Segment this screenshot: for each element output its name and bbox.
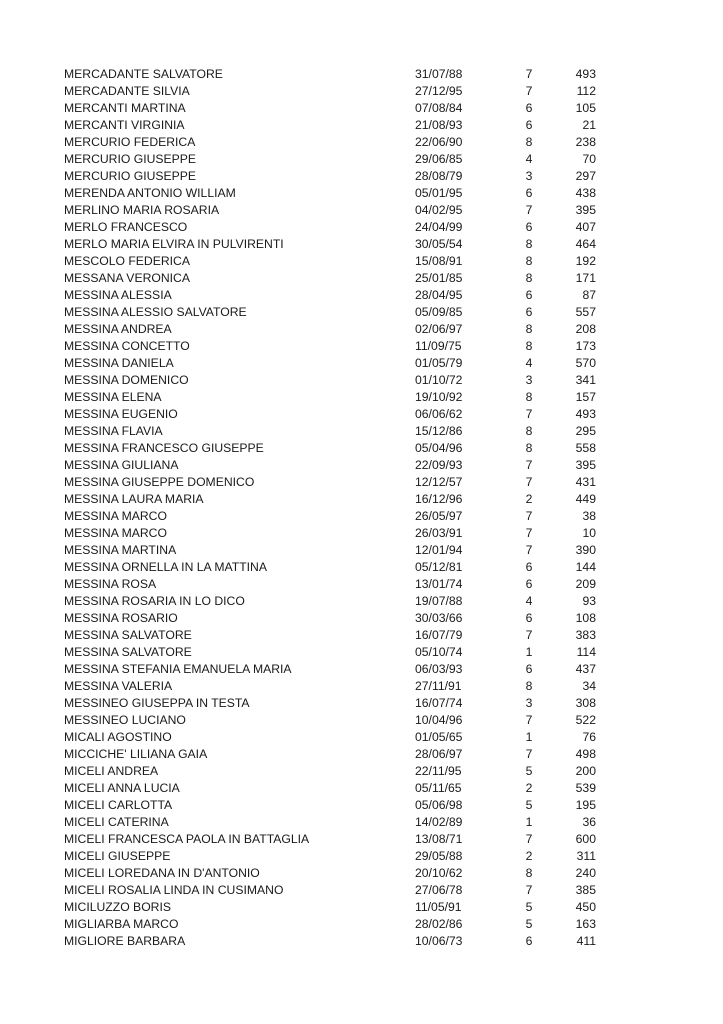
birth-date: 29/06/85 [415,152,463,166]
number-value: 570 [575,356,596,370]
person-name: MESSINA SALVATORE [64,628,192,642]
class-value: 2 [525,849,533,863]
person-name: MIGLIARBA MARCO [64,917,179,931]
class-value: 6 [525,288,533,302]
number-value: 600 [575,832,596,846]
number-value: 558 [575,441,596,455]
number-value: 93 [582,594,596,608]
birth-date: 19/10/92 [415,390,463,404]
birth-date: 27/11/91 [415,679,462,693]
list-row [0,202,723,219]
person-name: MESSINA LAURA MARIA [64,492,204,506]
person-name: MERCURIO GIUSEPPE [64,169,197,183]
birth-date: 05/12/81 [415,560,463,574]
number-value: 407 [575,220,596,234]
number-value: 411 [576,934,596,948]
birth-date: 28/04/95 [415,288,463,302]
person-name: MICELI ANNA LUCIA [64,781,180,795]
number-value: 105 [575,101,596,115]
person-name: MESSINEO LUCIANO [64,713,186,727]
number-value: 76 [582,730,596,744]
number-value: 112 [576,84,596,98]
person-name: MESSINA ROSARIA IN LO DICO [64,594,245,608]
class-value: 6 [525,577,533,591]
person-name: MICCICHE' LILIANA GAIA [64,747,208,761]
class-value: 6 [525,220,533,234]
list-row [0,593,723,610]
number-value: 498 [575,747,596,761]
number-value: 311 [576,849,596,863]
list-row [0,168,723,185]
class-value: 7 [525,747,533,761]
birth-date: 25/01/85 [415,271,463,285]
class-value: 7 [525,713,533,727]
number-value: 383 [575,628,596,642]
person-name: MESSINA GIULIANA [64,458,179,472]
person-name: MERCADANTE SALVATORE [64,67,223,81]
person-name: MERLO MARIA ELVIRA IN PULVIRENTI [64,237,284,251]
class-value: 5 [525,798,533,812]
person-name: MESSINEO GIUSEPPA IN TESTA [64,696,250,710]
number-value: 87 [582,288,596,302]
list-row [0,542,723,559]
birth-date: 05/11/65 [415,781,462,795]
person-name: MICELI CARLOTTA [64,798,173,812]
birth-date: 12/12/57 [415,475,463,489]
list-row [0,899,723,916]
class-value: 7 [525,543,533,557]
list-row [0,678,723,695]
list-row [0,236,723,253]
class-value: 1 [525,815,533,829]
class-value: 6 [525,305,533,319]
list-row [0,321,723,338]
number-value: 297 [575,169,596,183]
list-row [0,882,723,899]
list-row [0,185,723,202]
birth-date: 11/05/91 [415,900,462,914]
class-value: 1 [525,645,533,659]
list-row [0,338,723,355]
list-row [0,933,723,950]
person-name: MESCOLO FEDERICA [64,254,190,268]
number-value: 144 [575,560,596,574]
birth-date: 15/12/86 [415,424,463,438]
birth-date: 01/10/72 [415,373,463,387]
number-value: 38 [582,509,596,523]
class-value: 6 [525,186,533,200]
list-row [0,406,723,423]
birth-date: 27/12/95 [415,84,463,98]
person-name: MESSINA ROSA [64,577,157,591]
person-name: MESSINA EUGENIO [64,407,178,421]
number-value: 192 [575,254,596,268]
birth-date: 05/09/85 [415,305,463,319]
person-name: MIGLIORE BARBARA [64,934,186,948]
person-name: MESSANA VERONICA [64,271,190,285]
person-name: MESSINA DOMENICO [64,373,189,387]
number-value: 493 [575,67,596,81]
number-value: 437 [575,662,596,676]
person-name: MICELI FRANCESCA PAOLA IN BATTAGLIA [64,832,310,846]
class-value: 7 [525,526,533,540]
class-value: 3 [525,169,533,183]
person-name: MERENDA ANTONIO WILLIAM [64,186,236,200]
list-row [0,576,723,593]
birth-date: 28/08/79 [415,169,463,183]
person-name: MERCADANTE SILVIA [64,84,190,98]
class-value: 5 [525,764,533,778]
person-name: MERCURIO FEDERICA [64,135,196,149]
class-value: 8 [525,866,533,880]
list-row [0,831,723,848]
class-value: 7 [525,628,533,642]
birth-date: 10/06/73 [415,934,463,948]
birth-date: 22/11/95 [415,764,462,778]
number-value: 539 [575,781,596,795]
birth-date: 10/04/96 [415,713,463,727]
person-name: MESSINA CONCETTO [64,339,190,353]
class-value: 7 [525,509,533,523]
list-row [0,66,723,83]
person-name: MICELI CATERINA [64,815,169,829]
class-value: 8 [525,424,533,438]
birth-date: 22/09/93 [415,458,463,472]
person-name: MICILUZZO BORIS [64,900,171,914]
birth-date: 16/07/74 [415,696,463,710]
person-name: MESSINA GIUSEPPE DOMENICO [64,475,255,489]
number-value: 308 [575,696,596,710]
class-value: 6 [525,934,533,948]
person-name: MICALI AGOSTINO [64,730,172,744]
list-row [0,661,723,678]
birth-date: 24/04/99 [415,220,463,234]
class-value: 6 [525,611,533,625]
person-name: MERCURIO GIUSEPPE [64,152,197,166]
birth-date: 05/01/95 [415,186,463,200]
list-row [0,270,723,287]
birth-date: 06/06/62 [415,407,463,421]
person-name: MERCANTI MARTINA [64,101,186,115]
class-value: 2 [525,492,533,506]
birth-date: 26/05/97 [415,509,463,523]
birth-date: 05/10/74 [415,645,463,659]
person-name: MICELI ROSALIA LINDA IN CUSIMANO [64,883,284,897]
birth-date: 31/07/88 [415,67,463,81]
class-value: 8 [525,237,533,251]
birth-date: 16/07/79 [415,628,463,642]
class-value: 8 [525,254,533,268]
number-value: 34 [582,679,596,693]
number-value: 438 [575,186,596,200]
class-value: 7 [525,475,533,489]
person-name: MICELI LOREDANA IN D'ANTONIO [64,866,260,880]
person-name: MESSINA FRANCESCO GIUSEPPE [64,441,264,455]
person-name: MESSINA ELENA [64,390,162,404]
birth-date: 19/07/88 [415,594,463,608]
person-name: MESSINA SALVATORE [64,645,192,659]
number-value: 114 [576,645,596,659]
number-value: 395 [575,458,596,472]
list-row [0,355,723,372]
list-row [0,746,723,763]
birth-date: 22/06/90 [415,135,463,149]
number-value: 240 [575,866,596,880]
class-value: 1 [525,730,533,744]
list-row [0,848,723,865]
number-value: 200 [575,764,596,778]
birth-date: 28/06/97 [415,747,463,761]
birth-date: 28/02/86 [415,917,463,931]
number-value: 557 [575,305,596,319]
number-value: 209 [575,577,596,591]
birth-date: 30/03/66 [415,611,463,625]
number-value: 449 [575,492,596,506]
person-name: MESSINA DANIELA [64,356,174,370]
birth-date: 13/01/74 [415,577,463,591]
class-value: 4 [525,152,533,166]
list-row [0,763,723,780]
list-row [0,83,723,100]
list-row [0,287,723,304]
list-row [0,151,723,168]
list-row [0,525,723,542]
list-row [0,916,723,933]
person-name: MESSINA ALESSIA [64,288,172,302]
list-row [0,627,723,644]
birth-date: 01/05/65 [415,730,463,744]
list-row [0,865,723,882]
birth-date: 26/03/91 [415,526,463,540]
number-value: 493 [575,407,596,421]
person-name: MICELI ANDREA [64,764,159,778]
list-row [0,457,723,474]
class-value: 8 [525,679,533,693]
class-value: 4 [525,594,533,608]
person-name: MESSINA STEFANIA EMANUELA MARIA [64,662,292,676]
birth-date: 16/12/96 [415,492,463,506]
class-value: 8 [525,390,533,404]
class-value: 7 [525,203,533,217]
number-value: 238 [575,135,596,149]
list-row [0,780,723,797]
list-row [0,508,723,525]
number-value: 431 [575,475,596,489]
birth-date: 29/05/88 [415,849,463,863]
class-value: 7 [525,832,533,846]
number-value: 21 [582,118,596,132]
list-row [0,729,723,746]
class-value: 5 [525,917,533,931]
list-row [0,814,723,831]
birth-date: 04/02/95 [415,203,463,217]
list-row [0,644,723,661]
number-value: 163 [575,917,596,931]
class-value: 7 [525,407,533,421]
class-value: 7 [525,67,533,81]
class-value: 3 [525,373,533,387]
person-name: MERLO FRANCESCO [64,220,188,234]
class-value: 2 [525,781,533,795]
name-list [0,66,723,950]
number-value: 171 [575,271,596,285]
birth-date: 20/10/62 [415,866,463,880]
list-row [0,695,723,712]
birth-date: 05/04/96 [415,441,463,455]
class-value: 4 [525,356,533,370]
class-value: 7 [525,84,533,98]
class-value: 8 [525,441,533,455]
list-row [0,712,723,729]
list-row [0,253,723,270]
class-value: 3 [525,696,533,710]
birth-date: 21/08/93 [415,118,463,132]
number-value: 395 [575,203,596,217]
number-value: 10 [582,526,596,540]
list-row [0,100,723,117]
person-name: MERLINO MARIA ROSARIA [64,203,220,217]
person-name: MESSINA ROSARIO [64,611,178,625]
class-value: 5 [525,900,533,914]
birth-date: 07/08/84 [415,101,463,115]
person-name: MESSINA MARTINA [64,543,177,557]
class-value: 6 [525,560,533,574]
person-name: MESSINA ORNELLA IN LA MATTINA [64,560,267,574]
class-value: 8 [525,135,533,149]
class-value: 8 [525,322,533,336]
list-row [0,440,723,457]
birth-date: 15/08/91 [415,254,463,268]
class-value: 8 [525,339,533,353]
person-name: MESSINA ANDREA [64,322,172,336]
birth-date: 11/09/75 [415,339,462,353]
person-name: MESSINA MARCO [64,526,167,540]
number-value: 450 [575,900,596,914]
number-value: 341 [575,373,596,387]
number-value: 295 [575,424,596,438]
class-value: 6 [525,101,533,115]
list-row [0,219,723,236]
person-name: MESSINA MARCO [64,509,167,523]
number-value: 390 [575,543,596,557]
person-name: MERCANTI VIRGINIA [64,118,185,132]
class-value: 6 [525,118,533,132]
person-name: MESSINA FLAVIA [64,424,163,438]
list-row [0,423,723,440]
number-value: 385 [575,883,596,897]
birth-date: 27/06/78 [415,883,463,897]
number-value: 208 [575,322,596,336]
birth-date: 13/08/71 [415,832,463,846]
birth-date: 05/06/98 [415,798,463,812]
number-value: 70 [582,152,596,166]
list-row [0,304,723,321]
class-value: 7 [525,458,533,472]
birth-date: 02/06/97 [415,322,463,336]
list-row [0,610,723,627]
birth-date: 30/05/54 [415,237,463,251]
list-row [0,372,723,389]
number-value: 195 [575,798,596,812]
number-value: 157 [575,390,596,404]
list-row [0,491,723,508]
person-name: MESSINA ALESSIO SALVATORE [64,305,247,319]
list-row [0,797,723,814]
class-value: 8 [525,271,533,285]
number-value: 464 [575,237,596,251]
person-name: MESSINA VALERIA [64,679,173,693]
list-row [0,559,723,576]
number-value: 522 [575,713,596,727]
person-name: MICELI GIUSEPPE [64,849,171,863]
list-row [0,474,723,491]
class-value: 7 [525,883,533,897]
list-row [0,134,723,151]
birth-date: 06/03/93 [415,662,463,676]
birth-date: 14/02/89 [415,815,463,829]
class-value: 6 [525,662,533,676]
list-row [0,117,723,134]
number-value: 36 [582,815,596,829]
number-value: 108 [575,611,596,625]
birth-date: 12/01/94 [415,543,463,557]
birth-date: 01/05/79 [415,356,463,370]
list-row [0,389,723,406]
number-value: 173 [575,339,596,353]
